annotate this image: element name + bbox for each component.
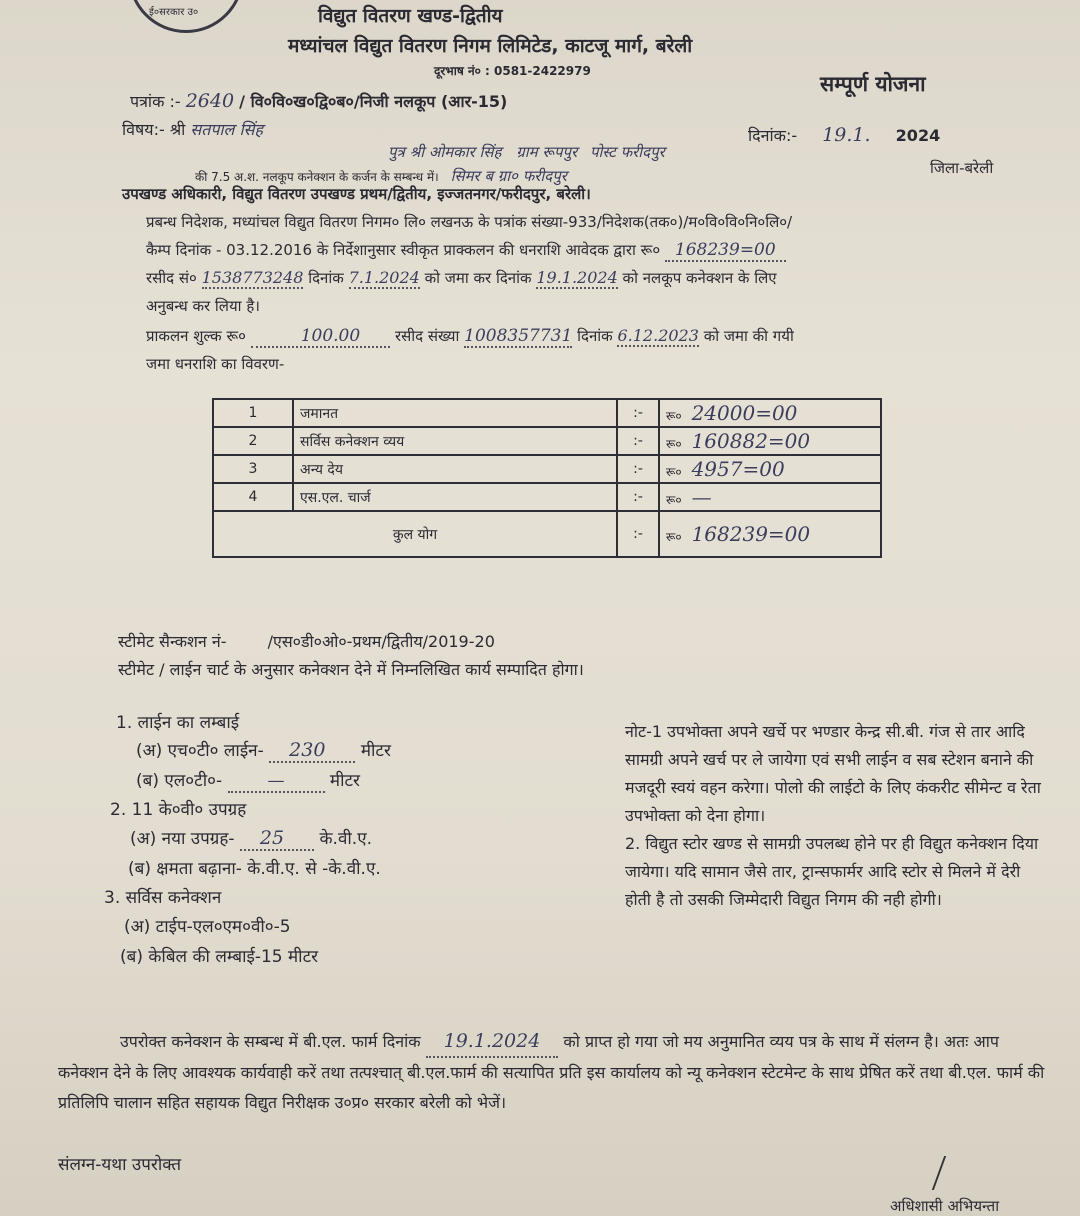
total-amount: 168239=00 [691,522,811,546]
deposit-text: को जमा कर दिनांक [424,269,532,287]
row-label: जमानत [293,399,617,427]
seal-text: ई०सरकार उ० [149,7,199,18]
deposit-table [212,398,882,558]
patrank-value: 2640 [185,90,235,112]
receipt-label: रसीद सं० [146,269,197,287]
office-seal [128,0,244,33]
note-2: 2. विद्युत स्टोर खण्ड से सामग्री उपलब्ध होने पर ही विद्युत कनेक्शन दिया जायेगा। यदि सामान जैसे तार, ट्रान्सफार्मर आदि स्टोर से मिलने में देरी होती है तो उसकी जिम्मेदारी विद्युत निगम की नही होगी। [625,834,1039,909]
subject-name: सतपाल सिंह [190,120,263,139]
total-colon: :- [617,511,659,557]
row-label: सर्विस कनेक्शन व्यय [293,427,617,455]
subject-father-line [388,142,665,162]
estimate-line-2: स्टीमेट / लाईन चार्ट के अनुसार कनेक्शन देने में निम्नलिखित कार्य सम्पादित होगा। [118,660,584,679]
date-value: 19.1. [822,124,871,146]
row-amount: 4957=00 [691,457,785,481]
deposit-table-row [213,427,881,455]
fee-value: 100.00 [251,326,390,348]
subject-father: ओमकार सिंह [428,143,502,161]
para1-line2 [146,240,786,262]
date-year: 2024 [895,126,941,145]
signatory-title: अधिशासी अभियन्ता [890,1197,1000,1215]
patrank-suffix: / वि०वि०ख०द्वि०ब०/निजी नलकूप (आर-15) [239,92,508,111]
row-amount-cell [659,455,881,483]
row-number: 3 [213,455,293,483]
subject-gram: रूपपुर [542,143,578,161]
subject-line-2-handwritten: सिमर ब ग्रा० फरीदपुर [450,167,567,185]
row-number: 2 [213,427,293,455]
work-2b: (ब) क्षमता बढ़ाना- के.वी.ए. से -के.वी.ए. [128,859,381,879]
sanction-value: /एस०डी०ओ०-प्रथम/द्वितीय/2019-20 [267,632,495,651]
patrank-label: पत्रांक :- [130,92,181,111]
row-label: एस.एल. चार्ज [293,483,617,511]
row-colon: :- [617,455,659,483]
subject-line-1 [122,118,263,140]
header-phone: दूरभाष नं० : 0581-2422979 [434,64,591,78]
subject-post: पोस्ट फरीदपुर [590,143,665,161]
para1-line2-text: कैम्प दिनांक - 03.12.2016 के निर्देशानुसार स्वीकृत प्राक्कलन की धनराशि आवेदक द्वारा रू० [146,241,661,259]
total-label: कुल योग [213,511,617,557]
work-1b-label: (ब) एल०टी०- [136,771,223,791]
work-3a: (अ) टाईप-एल०एम०वी०-5 [124,917,291,937]
work-2a-unit: के.वी.ए. [319,829,373,849]
substation-capacity: 25 [240,827,314,851]
work-1b [136,768,360,793]
currency-label: रू० [666,493,682,507]
subject-district: जिला-बरेली [930,159,994,177]
row-amount: — [691,485,712,509]
patrank-line [130,90,507,112]
deposit-heading: जमा धनराशि का विवरण- [146,355,285,373]
subject-line-2-text: की 7.5 अ.श. नलकूप कनेक्शन के कर्जन के सम्बन्ध में। [195,170,439,184]
deposit-table-row [213,483,881,511]
fee-label: प्राकलन शुल्क रू० [146,327,246,345]
deposit-table-row [213,399,881,427]
fee-receipt: 1008357731 [464,326,573,346]
closing-paragraph [58,1026,1048,1118]
fee-receipt-label: रसीद संख्या [394,327,460,345]
row-amount: 24000=00 [691,401,798,425]
gram-label: ग्राम [516,143,538,161]
work-1a [136,738,391,763]
sanction-label: स्टीमेट सैन्कशन नं- [118,632,227,651]
bl-form-date: 19.1.2024 [426,1026,559,1058]
currency-label: रू० [666,437,682,451]
ht-line-length: 230 [269,739,355,763]
row-number: 1 [213,399,293,427]
closing-text-post: को प्राप्त हो गया जो मय अनुमानित व्यय पत्र के साथ में संलग्न है। अतः आप कनेक्शन देने के लिए आवश्यक कार्यवाही करें तथा तत्पश्चात् बी.एल.फार्म की सत्यापित प्रति इस कार्यालय को न्यू कनेक्शन स्टेटमेन्ट के साथ प्रेषित करें तथा बी.एल. फार्म की प्रतिलिपि चालान सहित सहायक विद्युत निरीक्षक उ०प्र० सरकार बरेली को भेजें। [58,1032,1045,1112]
total-amount-cell [659,511,881,557]
receipt-date-label: दिनांक [308,269,344,287]
closing-text-pre: उपरोक्त कनेक्शन के सम्बन्ध में बी.एल. फार्म दिनांक [120,1032,421,1051]
row-amount-cell [659,399,881,427]
signature-mark [932,1156,1006,1190]
enclosure-line: संलग्न-यथा उपरोक्त [58,1155,182,1175]
fee-post-text: को जमा की गयी [703,327,794,345]
para1-line1: प्रबन्ध निदेशक, मध्यांचल विद्युत वितरण निगम० लि० लखनऊ के पत्रांक संख्या-933/निदेशक(तक०)/म०वि०वि०नि०लि०/ [146,213,793,231]
currency-label: रू० [666,530,682,544]
agreement-date: 19.1.2024 [536,268,618,287]
scheme-title: सम्पूर्ण योजना [820,72,926,96]
fee-line [146,326,794,348]
row-amount: 160882=00 [691,429,811,453]
date-label: दिनांक:- [748,126,798,145]
work-1a-unit: मीटर [360,741,391,761]
work-2a [130,826,372,851]
receipt-date: 7.1.2024 [348,268,420,287]
work-1: 1. लाईन का लम्बाई [116,713,240,733]
work-3b: (ब) केबिल की लम्बाई-15 मीटर [120,947,319,967]
fee-date-label: दिनांक [577,327,613,345]
lt-line-length: — [228,771,325,793]
row-label: अन्य देय [293,455,617,483]
currency-label: रू० [666,465,682,479]
work-2a-label: (अ) नया उपग्रह- [130,829,235,849]
header-line-1: विद्युत वितरण खण्ड-द्वितीय [318,5,503,27]
estimate-sanction-line [118,630,495,652]
recipient-line: उपखण्ड अधिकारी, विद्युत वितरण उपखण्ड प्रथम/द्वितीय, इज्जतनगर/फरीदपुर, बरेली। [122,185,591,203]
row-amount-cell [659,427,881,455]
fee-date: 6.12.2023 [617,326,699,345]
subject-label: विषय:- श्री [122,120,186,139]
work-1b-unit: मीटर [329,771,360,791]
date-line [748,124,940,146]
work-2: 2. 11 के०वी० उपग्रह [110,800,247,820]
para1-line3 [146,268,777,289]
receipt-number: 1538773248 [201,268,304,287]
note-1: नोट-1 उपभोक्ता अपने खर्चे पर भण्डार केन्द्र सी.बी. गंज से तार आदि सामग्री अपने खर्च पर ले जायेगा एवं सभी लाईन व सब स्टेशन बनाने की मजदूरी स्वयं वहन करेगा। पोलो की लाईटो के लिए कंकरीट सीमेन्ट व रेता उपभोक्ता को देना होगा। [625,722,1041,825]
deposit-table-row [213,455,881,483]
deposit-table-total-row [213,511,881,557]
subject-line-2 [195,166,567,186]
para1-line4: अनुबन्ध कर लिया है। [146,297,260,315]
row-colon: :- [617,427,659,455]
work-3: 3. सर्विस कनेक्शन [104,888,222,908]
currency-label: रू० [666,409,682,423]
row-colon: :- [617,399,659,427]
work-1a-label: (अ) एच०टी० लाईन- [136,741,264,761]
connection-text: को नलकूप कनेक्शन के लिए [622,269,777,287]
header-line-2: मध्यांचल विद्युत वितरण निगम लिमिटेड, काटजू मार्ग, बरेली [288,35,693,57]
para1-amount: 168239=00 [665,240,786,262]
note-block [625,718,1045,914]
row-number: 4 [213,483,293,511]
row-amount-cell [659,483,881,511]
putra-label: पुत्र श्री [388,143,425,161]
row-colon: :- [617,483,659,511]
